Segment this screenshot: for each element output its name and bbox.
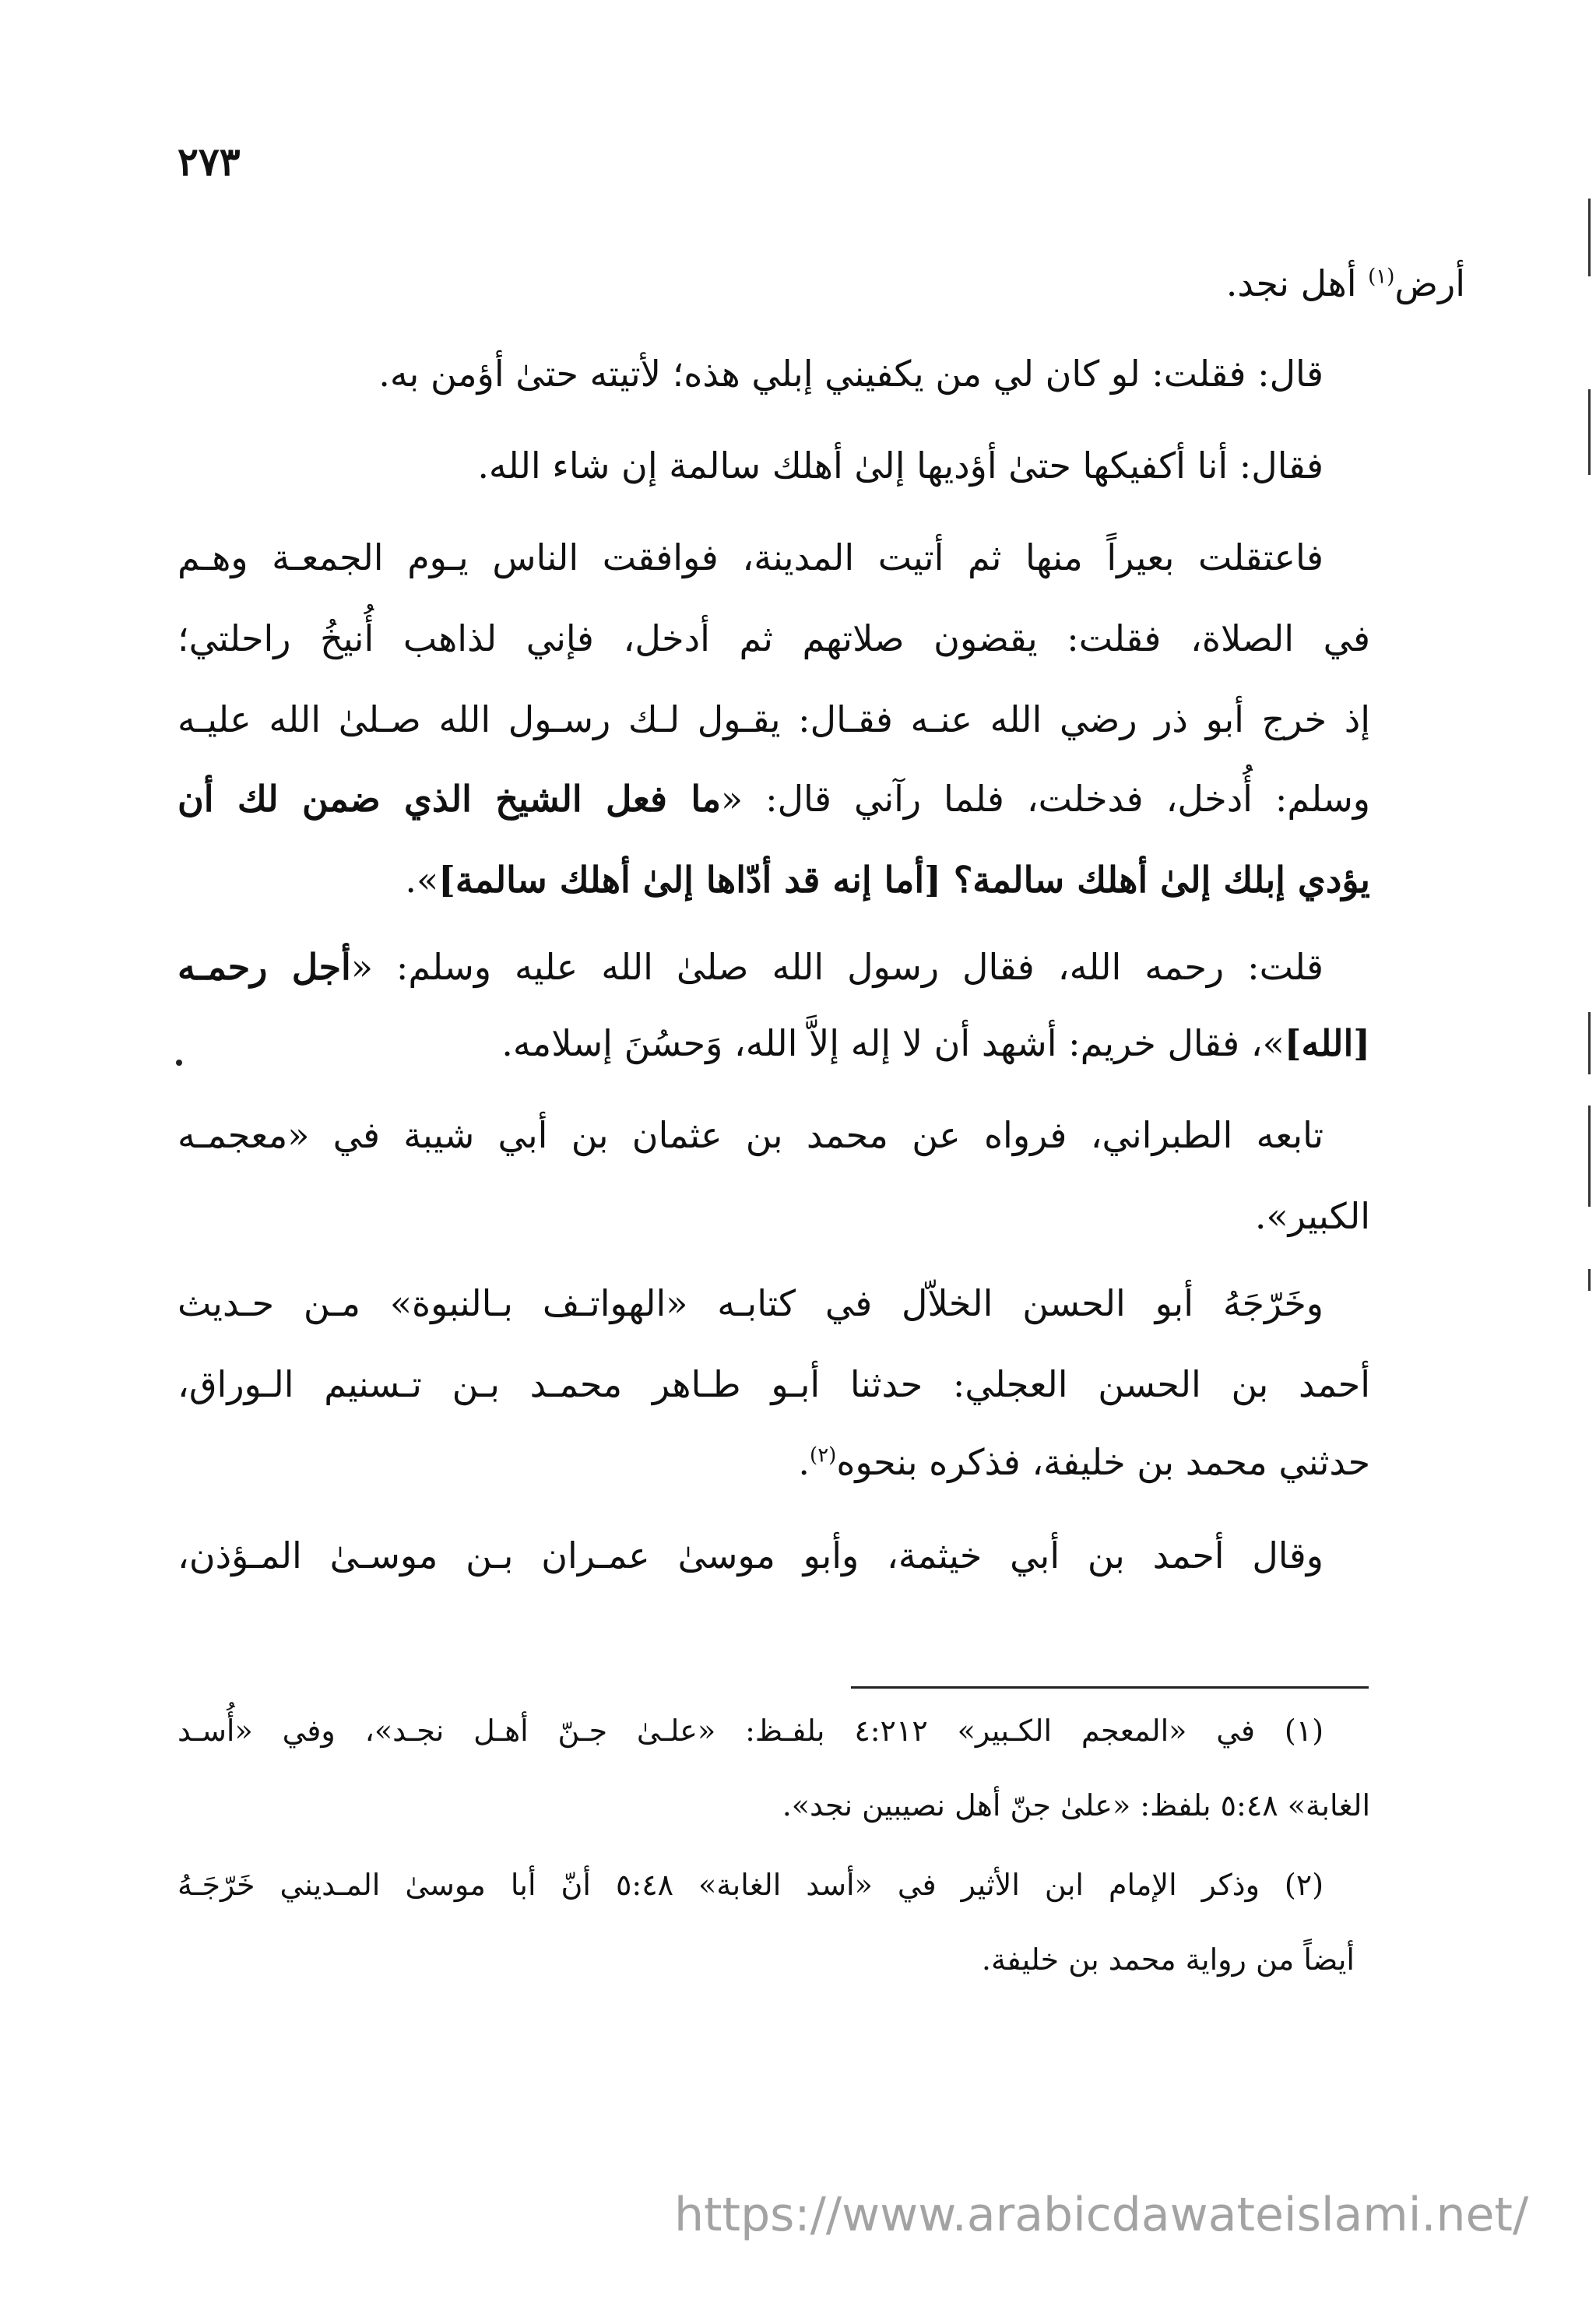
scan-edge-mark: [1588, 1012, 1591, 1074]
text-line-8: [327, 856, 1370, 903]
footnote-separator: [851, 1686, 1369, 1689]
text-line-7: [178, 775, 1370, 822]
text-line-9: [178, 944, 1324, 990]
text-line-16: وقال أحمد بن أبي خيثمة، وأبو موسىٰ عمـران بـن موسـىٰ المـؤذن،: [178, 1534, 1324, 1577]
hadith-bold-text: ما فعل الشيخ الذي ضمن لك أن: [178, 778, 722, 820]
text-line-6: إذ خرج أبو ذر رضي الله عنـه فقـال: يقـول لـك رسـول الله صـلىٰ الله عليـه: [178, 698, 1370, 740]
text-line-4: فاعتقلت بعيراً منها ثم أتيت المدينة، فوافقت الناس يـوم الجمعـة وهـم: [178, 536, 1324, 578]
watermark-url: https://www.arabicdawateislami.net/: [674, 2188, 1529, 2242]
text-segment: وسلم: أُدخل، فدخلت، فلما رآني قال: «: [721, 778, 1370, 820]
text-segment: أهل نجد.: [1225, 262, 1369, 304]
text-segment: حدثني محمد بن خليفة، فذكره بنحوه: [836, 1441, 1370, 1483]
footnote-ref-2: (٢): [810, 1443, 837, 1468]
text-line-3: فقال: أنا أكفيكها حتىٰ أؤديها إلىٰ أهلك سالمة إن شاء الله.: [477, 445, 1324, 487]
text-line-15: [685, 1439, 1370, 1485]
text-line-10: [420, 1020, 1370, 1067]
hadith-bold-text: [الله]: [1284, 1022, 1370, 1064]
hadith-bold-text: أجل رحمـه: [178, 946, 351, 988]
footnote-1-line-1: (١) في «المعجم الكـبير» ٤:٢١٢ بلفـظ: «علـىٰ جـنّ أهـل نجـد»، وفي «أُسـد: [178, 1714, 1324, 1748]
hadith-bold-text: يؤدي إبلك إلىٰ أهلك سالمة؟ [أما إنه قد أدّاها إلىٰ أهلك سالمة]: [438, 859, 1370, 901]
text-segment: ».: [405, 859, 439, 901]
scan-edge-mark: [1588, 199, 1591, 276]
text-line-5: في الصلاة، فقلت: يقضون صلاتهم ثم أدخل، فإني لذاهب أُنيخُ راحلتي؛: [178, 617, 1370, 659]
page-number: ٢٧٣: [178, 139, 241, 185]
text-segment: »، فقال خريم: أشهد أن لا إله إلاَّ الله، وَحسُنَ إسلامه.: [501, 1022, 1285, 1064]
text-segment: .: [798, 1441, 810, 1483]
text-line-14: أحمد بن الحسن العجلي: حدثنا أبـو طـاهر محمـد بـن تـسنيم الـوراق،: [178, 1363, 1370, 1405]
text-line-11: تابعه الطبراني، فرواه عن محمد بن عثمان بن أبي شيبة في «معجمـه: [178, 1114, 1324, 1156]
text-line-12: الكبير».: [1254, 1195, 1370, 1237]
text-line-2: قال: فقلت: لو كان لي من يكفيني إبلي هذه؛ لأتيته حتىٰ أؤمن به.: [378, 353, 1324, 395]
footnote-2-line-2: أيضاً من رواية محمد بن خليفة.: [981, 1942, 1355, 1977]
footnote-2-line-1: (٢) وذكر الإمام ابن الأثير في «أسد الغابة» ٥:٤٨ أنّ أبا موسىٰ المـديني خَرّجَـهُ: [178, 1868, 1324, 1902]
text-segment: قلت: رحمه الله، فقال رسول الله صلىٰ الله عليه وسلم: «: [350, 946, 1324, 988]
scan-speck: [176, 1060, 182, 1066]
text-line-13: وخَرّجَهُ أبو الحسن الخلاّل في كتابـه «الهواتـف بـالنبوة» مـن حـديث: [178, 1282, 1324, 1324]
text-segment: أرض: [1394, 262, 1465, 304]
text-line-1: [1012, 260, 1465, 307]
scan-edge-mark: [1588, 1269, 1591, 1291]
scan-edge-mark: [1588, 389, 1591, 475]
scan-edge-mark: [1588, 1106, 1591, 1207]
footnote-ref-1: (١): [1368, 265, 1395, 289]
footnote-1-line-2: الغابة» ٥:٤٨ بلفظ: «علىٰ جنّ أهل نصيبين نجد».: [782, 1788, 1370, 1823]
